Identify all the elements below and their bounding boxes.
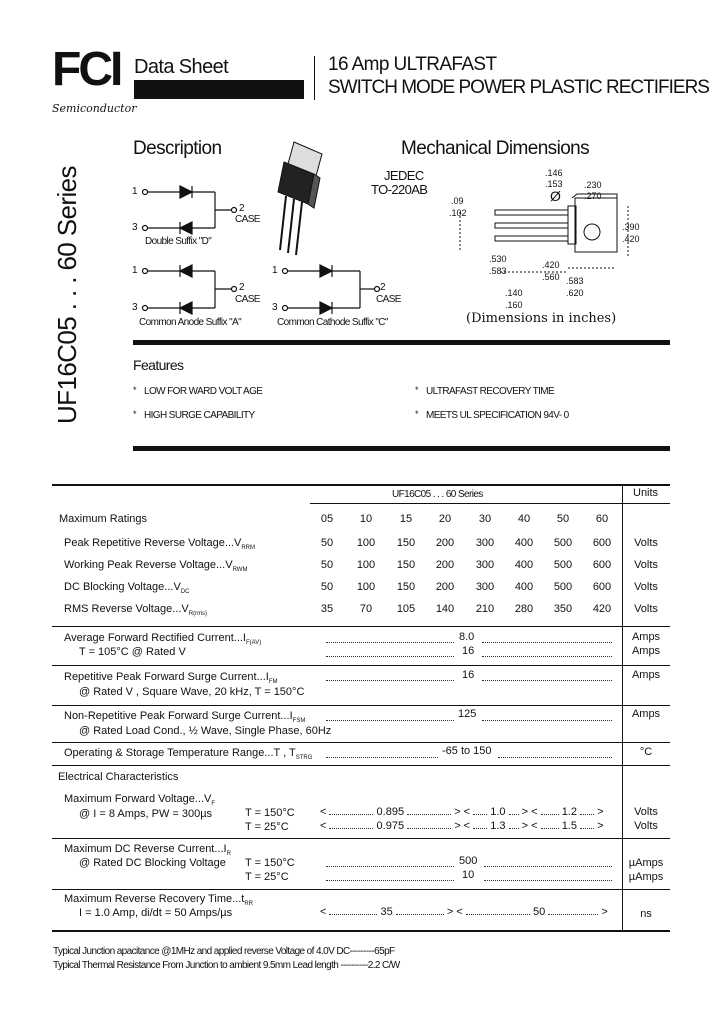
avg-fwd-unit-2: Amps bbox=[631, 645, 661, 657]
nonrep-surge-label-text: Non-Repetitive Peak Forward Surge Current...I bbox=[64, 710, 293, 722]
sep-5 bbox=[52, 765, 670, 766]
dim-d11: .420 bbox=[542, 260, 560, 270]
dim-d1: .146 bbox=[545, 168, 563, 178]
nonrep-surge-dots-1 bbox=[326, 720, 454, 721]
ir-label bbox=[64, 843, 231, 857]
voltage-row-label-sub: RRM bbox=[241, 545, 255, 552]
op-temp-dots-1 bbox=[326, 757, 438, 758]
case-label-c: CASE bbox=[376, 294, 401, 305]
rep-surge-dots-2 bbox=[482, 680, 612, 681]
feature-item-1: LOW FOR WARD VOLT AGE bbox=[144, 386, 263, 397]
vf-dots-c2 bbox=[541, 828, 559, 829]
voltage-value: 140 bbox=[435, 603, 455, 615]
vf-a2: 0.975 bbox=[376, 820, 405, 832]
nonrep-surge-dots-2 bbox=[482, 720, 612, 721]
trr-dots-2 bbox=[396, 914, 444, 915]
dim-d13: .583 bbox=[566, 276, 584, 286]
vf-temp-2: T = 25°C bbox=[245, 821, 289, 833]
ir-unit-2: µAmps bbox=[628, 871, 664, 883]
ir-label-text: Maximum DC Reverse Current...I bbox=[64, 843, 227, 855]
dim-d7: .390 bbox=[622, 222, 640, 232]
to220-package-picture bbox=[272, 140, 334, 256]
vf-sub: F bbox=[211, 801, 216, 808]
dim-d9: .530 bbox=[489, 254, 507, 264]
voltage-value: 100 bbox=[356, 559, 376, 571]
feature-bullet-2: * bbox=[133, 409, 137, 419]
sep-4 bbox=[52, 742, 670, 743]
dim-d14: .620 bbox=[566, 288, 584, 298]
pin-2-label-c: 2 bbox=[380, 282, 386, 293]
voltage-value: 600 bbox=[592, 559, 612, 571]
ir-cond: @ Rated DC Blocking Voltage bbox=[79, 857, 226, 869]
avg-fwd-cond: T = 105°C @ Rated V bbox=[79, 646, 186, 658]
voltage-value: 500 bbox=[553, 581, 573, 593]
avg-fwd-label-text: Average Forward Rectified Current...I bbox=[64, 632, 246, 644]
column-header: 20 bbox=[438, 513, 452, 525]
voltage-row-label-text: RMS Reverse Voltage...V bbox=[64, 603, 189, 615]
table-bottom bbox=[52, 930, 670, 932]
vf-dots-c1b bbox=[580, 814, 594, 815]
dim-d2: .153 bbox=[545, 179, 563, 189]
dim-d6: .102 bbox=[449, 208, 467, 218]
voltage-value: 350 bbox=[553, 603, 573, 615]
dim-dia: Ø bbox=[550, 188, 561, 204]
voltage-row-label-sub: RWM bbox=[232, 567, 248, 574]
trr-label-text: Maximum Reverse Recovery Time...t bbox=[64, 893, 245, 905]
voltage-value: 400 bbox=[514, 581, 534, 593]
voltage-row-label bbox=[64, 603, 207, 617]
dim-d5: .09 bbox=[451, 196, 464, 206]
voltage-unit: Volts bbox=[634, 603, 658, 615]
pin-3-label-c: 3 bbox=[272, 302, 278, 313]
voltage-value: 300 bbox=[475, 581, 495, 593]
sep-7 bbox=[52, 889, 670, 890]
vf-label-text: Maximum Forward Voltage...V bbox=[64, 793, 212, 805]
dim-d15: .140 bbox=[505, 288, 523, 298]
voltage-value: 300 bbox=[475, 537, 495, 549]
voltage-value: 100 bbox=[356, 581, 376, 593]
pin-3-label: 3 bbox=[132, 222, 138, 233]
vf-line-2: < 0.975 > < 1.3 > < 1.5 > bbox=[320, 820, 604, 832]
side-series-title: UF16C05 . . . 60 Series bbox=[52, 166, 82, 424]
op-temp-dots-2 bbox=[498, 757, 612, 758]
column-header: 15 bbox=[399, 513, 413, 525]
vf-dots-c2b bbox=[580, 828, 594, 829]
dimensions-note: (Dimensions in inches) bbox=[466, 311, 617, 326]
rep-surge-cond: @ Rated V , Square Wave, 20 kHz, T = 150°C bbox=[79, 686, 305, 698]
ir-dots-3 bbox=[326, 880, 454, 881]
vf-unit-2: Volts bbox=[634, 820, 658, 832]
ir-value-1: 500 bbox=[459, 855, 478, 867]
voltage-unit: Volts bbox=[634, 537, 658, 549]
voltage-value: 50 bbox=[320, 581, 334, 593]
voltage-value: 210 bbox=[475, 603, 495, 615]
header-divider bbox=[314, 56, 315, 100]
trr-value-2: 50 bbox=[532, 906, 546, 918]
op-temp-unit: °C bbox=[639, 746, 653, 758]
dim-d4: .270 bbox=[584, 191, 602, 201]
rep-surge-dots-1 bbox=[326, 680, 454, 681]
trr-dots-1 bbox=[329, 914, 377, 915]
rep-surge-sub: FM bbox=[268, 679, 278, 686]
trr-line: < 35 > < 50 > bbox=[320, 906, 608, 918]
case-label: CASE bbox=[235, 214, 260, 225]
common-cathode-symbol bbox=[283, 265, 380, 314]
pin-1-label: 1 bbox=[132, 186, 138, 197]
trr-label bbox=[64, 893, 253, 907]
vf-c2: 1.5 bbox=[561, 820, 577, 832]
pin-1-label-c: 1 bbox=[272, 265, 278, 276]
common-cathode-label: Common Cathode Suffix "C" bbox=[277, 317, 388, 328]
column-header: 40 bbox=[517, 513, 531, 525]
vf-temp-1: T = 150°C bbox=[245, 807, 295, 819]
common-anode-symbol bbox=[143, 265, 237, 314]
voltage-value: 400 bbox=[514, 559, 534, 571]
feature-bullet-1: * bbox=[133, 385, 137, 395]
trr-dots-4 bbox=[548, 914, 598, 915]
vf-dots-b2 bbox=[473, 828, 487, 829]
column-header: 05 bbox=[320, 513, 334, 525]
avg-fwd-value-2: 16 bbox=[462, 645, 475, 657]
voltage-value: 100 bbox=[356, 537, 376, 549]
double-suffix-label: Double Suffix "D" bbox=[145, 236, 212, 247]
vf-dots-b1b bbox=[509, 814, 519, 815]
vf-cond: @ I = 8 Amps, PW = 300µs bbox=[79, 808, 213, 820]
title-line-1: 16 Amp ULTRAFAST bbox=[328, 54, 497, 75]
avg-fwd-dots-4 bbox=[482, 656, 612, 657]
dim-d12: .560 bbox=[542, 272, 560, 282]
feature-item-4: MEETS UL SPECIFICATION 94V- 0 bbox=[426, 410, 569, 421]
sep-6 bbox=[52, 838, 670, 839]
elec-char-label: Electrical Characteristics bbox=[58, 771, 179, 783]
voltage-value: 500 bbox=[553, 559, 573, 571]
header-bar bbox=[134, 80, 304, 99]
max-ratings-label: Maximum Ratings bbox=[59, 513, 148, 525]
rep-surge-label-text: Repetitive Peak Forward Surge Current...I bbox=[64, 671, 269, 683]
jedec-label: JEDEC bbox=[384, 168, 424, 183]
rep-surge-unit: Amps bbox=[631, 669, 661, 681]
voltage-row-label bbox=[64, 559, 247, 573]
trr-dots-3 bbox=[466, 914, 530, 915]
voltage-value: 150 bbox=[396, 559, 416, 571]
data-sheet-label: Data Sheet bbox=[134, 56, 229, 78]
avg-fwd-dots-1 bbox=[326, 642, 454, 643]
vf-dots-a2 bbox=[329, 828, 373, 829]
title-line-2: SWITCH MODE POWER PLASTIC RECTIFIERS bbox=[328, 77, 709, 98]
voltage-value: 420 bbox=[592, 603, 612, 615]
voltage-row-label-text: DC Blocking Voltage...V bbox=[64, 581, 181, 593]
package-label: TO-220AB bbox=[371, 182, 428, 197]
avg-fwd-label bbox=[64, 632, 261, 646]
avg-fwd-dots-3 bbox=[326, 656, 454, 657]
avg-fwd-unit-1: Amps bbox=[631, 631, 661, 643]
voltage-value: 200 bbox=[435, 559, 455, 571]
units-header: Units bbox=[633, 487, 659, 499]
pin-2-label: 2 bbox=[239, 203, 245, 214]
ir-temp-1: T = 150°C bbox=[245, 857, 295, 869]
rule-2 bbox=[133, 446, 670, 451]
trr-cond: I = 1.0 Amp, di/dt = 50 Amps/µs bbox=[79, 907, 233, 919]
voltage-value: 105 bbox=[396, 603, 416, 615]
pin-2-label-a: 2 bbox=[239, 282, 245, 293]
voltage-row-label bbox=[64, 581, 189, 595]
nonrep-surge-unit: Amps bbox=[631, 708, 661, 720]
dim-d10: .583 bbox=[489, 266, 507, 276]
avg-fwd-value-1: 8.0 bbox=[459, 631, 475, 643]
features-heading: Features bbox=[133, 357, 184, 373]
rep-surge-value: 16 bbox=[462, 669, 475, 681]
voltage-value: 300 bbox=[475, 559, 495, 571]
common-anode-label: Common Anode Suffix "A" bbox=[139, 317, 242, 328]
mechanical-heading: Mechanical Dimensions bbox=[401, 138, 590, 159]
voltage-unit: Volts bbox=[634, 581, 658, 593]
avg-fwd-sub: F(AV) bbox=[245, 640, 262, 647]
column-header: 10 bbox=[359, 513, 373, 525]
dim-d8: .420 bbox=[622, 234, 640, 244]
nonrep-surge-label bbox=[64, 710, 305, 724]
nonrep-surge-cond: @ Rated Load Cond., ½ Wave, Single Phase, 60Hz bbox=[79, 725, 332, 737]
sep-3 bbox=[52, 705, 670, 706]
column-header: 30 bbox=[478, 513, 492, 525]
logo-subtitle: Semiconductor bbox=[52, 102, 137, 115]
avg-fwd-dots-2 bbox=[482, 642, 612, 643]
op-temp-value: -65 to 150 bbox=[442, 745, 492, 757]
feature-item-2: HIGH SURGE CAPABILITY bbox=[144, 410, 255, 421]
vf-line-1: < 0.895 > < 1.0 > < 1.2 > bbox=[320, 806, 604, 818]
vf-a1: 0.895 bbox=[376, 806, 405, 818]
voltage-value: 150 bbox=[396, 537, 416, 549]
feature-bullet-3: * bbox=[415, 385, 419, 395]
series-header: UF16C05 . . . 60 Series bbox=[392, 489, 483, 500]
column-header: 60 bbox=[595, 513, 609, 525]
pin-3-label-a: 3 bbox=[132, 302, 138, 313]
vf-unit-1: Volts bbox=[634, 806, 658, 818]
vf-dots-a1b bbox=[407, 814, 451, 815]
nonrep-surge-value: 125 bbox=[458, 708, 477, 720]
vf-dots-b1 bbox=[473, 814, 487, 815]
double-diode-symbol bbox=[143, 186, 237, 234]
nonrep-surge-sub: FSM bbox=[292, 718, 306, 725]
voltage-value: 400 bbox=[514, 537, 534, 549]
voltage-value: 150 bbox=[396, 581, 416, 593]
voltage-value: 600 bbox=[592, 581, 612, 593]
voltage-value: 500 bbox=[553, 537, 573, 549]
logo-text: FCI bbox=[52, 43, 121, 96]
description-heading: Description bbox=[133, 138, 222, 159]
ir-value-2: 10 bbox=[462, 869, 475, 881]
voltage-value: 35 bbox=[320, 603, 334, 615]
ir-dots-2 bbox=[484, 866, 612, 867]
op-temp-sub: STRG bbox=[295, 755, 313, 762]
column-header: 50 bbox=[556, 513, 570, 525]
voltage-value: 50 bbox=[320, 537, 334, 549]
trr-sub: RR bbox=[244, 901, 253, 908]
units-divider bbox=[622, 484, 623, 930]
vf-c1: 1.2 bbox=[561, 806, 577, 818]
voltage-unit: Volts bbox=[634, 559, 658, 571]
voltage-value: 600 bbox=[592, 537, 612, 549]
ir-temp-2: T = 25°C bbox=[245, 871, 289, 883]
table-top bbox=[52, 484, 670, 486]
rep-surge-label bbox=[64, 671, 277, 685]
voltage-value: 200 bbox=[435, 537, 455, 549]
logo bbox=[52, 43, 137, 118]
dim-d3: .230 bbox=[584, 180, 602, 190]
dim-d16: .160 bbox=[505, 300, 523, 310]
feature-bullet-4: * bbox=[415, 409, 419, 419]
vf-b2: 1.3 bbox=[490, 820, 506, 832]
voltage-row-label-sub: R(rms) bbox=[188, 611, 208, 618]
voltage-row-label-sub: DC bbox=[180, 589, 190, 596]
trr-unit: ns bbox=[640, 908, 652, 920]
vf-dots-a1 bbox=[329, 814, 373, 815]
ir-dots-4 bbox=[484, 880, 612, 881]
voltage-row-label-text: Peak Repetitive Reverse Voltage...V bbox=[64, 537, 242, 549]
voltage-row-label-text: Working Peak Reverse Voltage...V bbox=[64, 559, 233, 571]
voltage-value: 50 bbox=[320, 559, 334, 571]
voltage-value: 200 bbox=[435, 581, 455, 593]
case-label-a: CASE bbox=[235, 294, 260, 305]
note-line-2: Typical Thermal Resistance From Junction to ambient 9.5mm Lead length ----------2.2 C/W bbox=[53, 960, 400, 971]
vf-dots-b2b bbox=[509, 828, 519, 829]
op-temp-label bbox=[64, 747, 312, 761]
vf-label bbox=[64, 793, 215, 807]
ir-unit-1: µAmps bbox=[628, 857, 664, 869]
sep-1 bbox=[52, 626, 670, 627]
voltage-value: 280 bbox=[514, 603, 534, 615]
vf-dots-c1 bbox=[541, 814, 559, 815]
op-temp-label-text: Operating & Storage Temperature Range...T , T bbox=[64, 747, 296, 759]
trr-value-1: 35 bbox=[380, 906, 393, 918]
note-line-1: Typical Junction apacitance @1MHz and applied reverse Voltage of 4.0V DC---------65pF bbox=[53, 946, 395, 957]
vf-dots-a2b bbox=[407, 828, 451, 829]
rule-1 bbox=[133, 340, 670, 345]
ir-dots-1 bbox=[326, 866, 454, 867]
header-underline bbox=[310, 503, 670, 504]
feature-item-3: ULTRAFAST RECOVERY TIME bbox=[426, 386, 555, 397]
voltage-row-label bbox=[64, 537, 255, 551]
sep-2 bbox=[52, 665, 670, 666]
voltage-value: 70 bbox=[359, 603, 373, 615]
vf-b1: 1.0 bbox=[490, 806, 506, 818]
ir-sub: R bbox=[226, 851, 231, 858]
pin-1-label-a: 1 bbox=[132, 265, 138, 276]
